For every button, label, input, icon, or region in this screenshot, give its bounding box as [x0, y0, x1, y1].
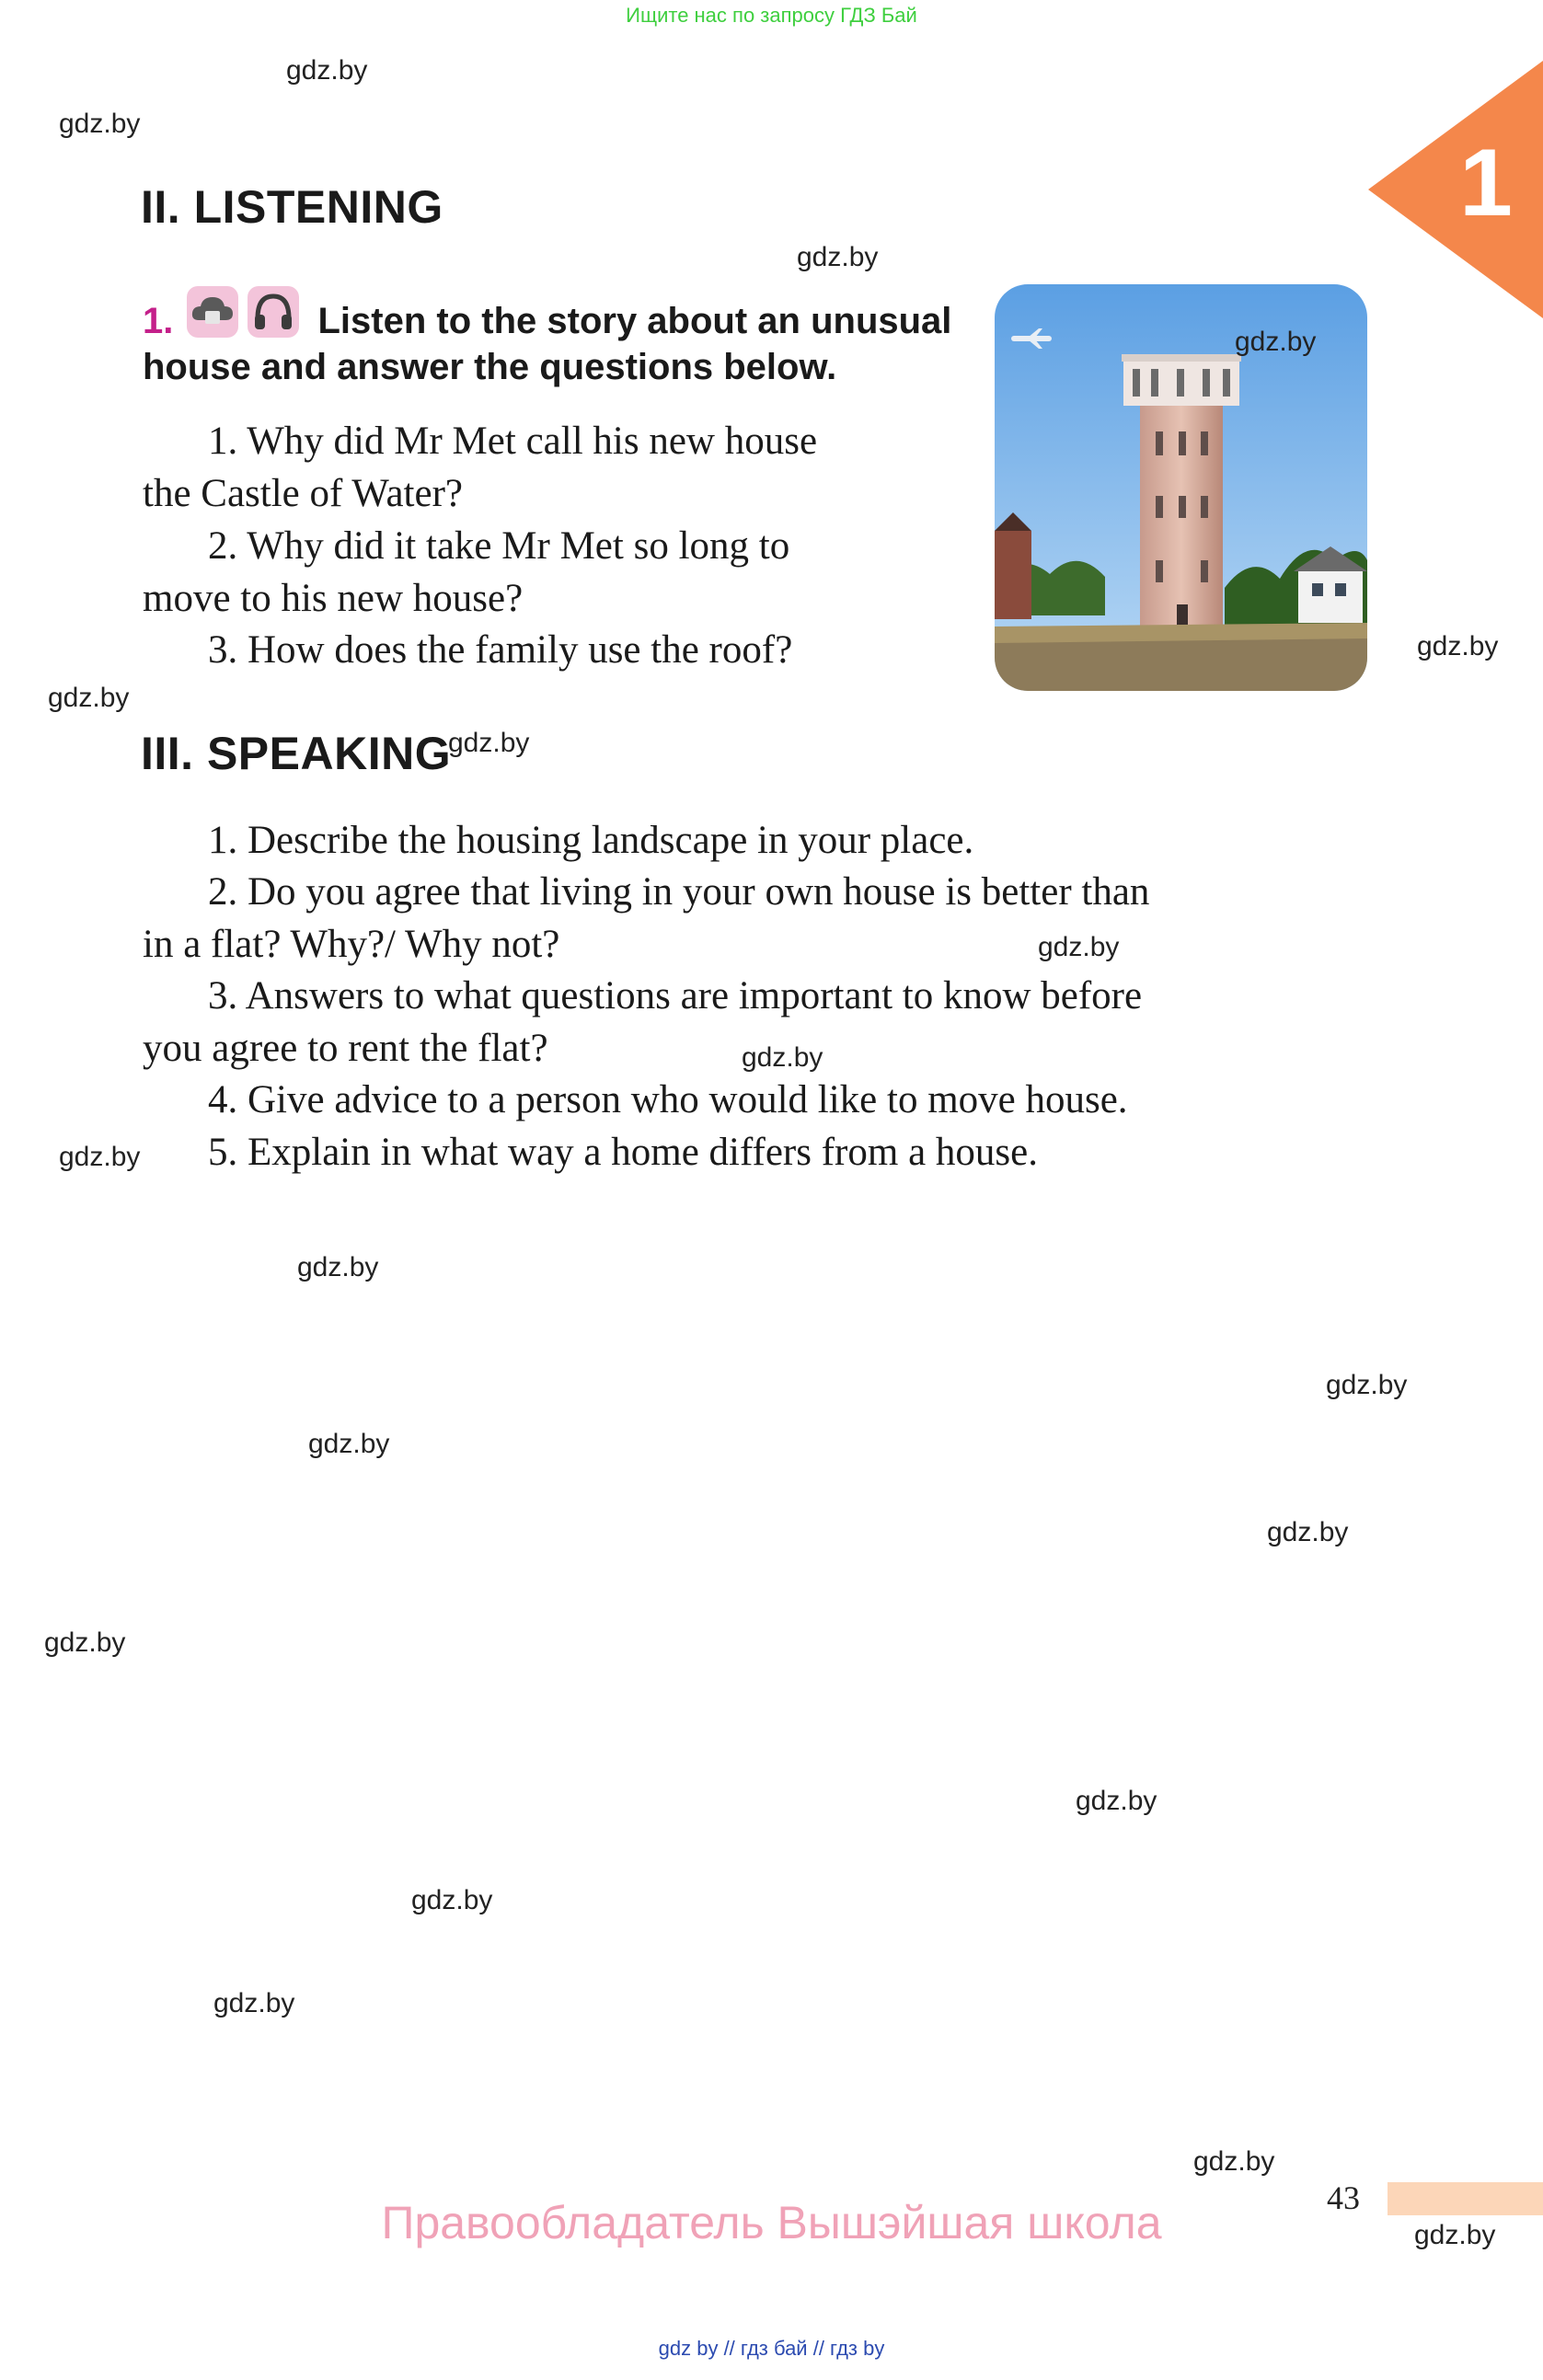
listening-title: II. LISTENING — [141, 181, 443, 233]
unit-tab-shape — [1368, 61, 1543, 318]
watermark: gdz.by — [59, 109, 141, 139]
watermark: gdz.by — [1038, 932, 1120, 962]
page-number: 43 — [1327, 2179, 1360, 2216]
watermark: gdz.by — [797, 242, 879, 272]
watermark: gdz.by — [1235, 327, 1317, 357]
watermark: gdz.by — [1326, 1370, 1408, 1400]
unit-number: 1 — [1459, 130, 1513, 236]
watermark: gdz.by — [297, 1252, 379, 1282]
copyright-holder: Правообладатель Вышэйшая школа — [381, 2197, 1162, 2248]
watermark: gdz.by — [411, 1885, 493, 1915]
watermark: gdz.by — [1417, 631, 1499, 661]
question-line: the Castle of Water? — [143, 472, 463, 515]
task-number: 1. — [143, 301, 174, 341]
task-instruction: Listen to the story about an unusual house and answer the questions below. — [143, 301, 952, 387]
listening-task — [143, 285, 961, 390]
watermark: gdz.by — [742, 1042, 823, 1073]
speaking-title: III. SPEAKING — [141, 728, 452, 779]
watermark: gdz.by — [308, 1429, 390, 1459]
watermark: gdz.by — [44, 1627, 126, 1658]
watermark: gdz.by — [59, 1142, 141, 1172]
speaking-line: 4. Give advice to a person who would like to move house. — [208, 1078, 1128, 1121]
speaking-line: you agree to rent the flat? — [143, 1027, 548, 1070]
watermark: gdz.by — [448, 728, 530, 758]
unit-tab — [1368, 61, 1543, 318]
speaking-line: 1. Describe the housing landscape in your place. — [208, 819, 974, 862]
speaking-line: in a flat? Why?/ Why not? — [143, 923, 560, 966]
watermark: gdz.by — [1267, 1517, 1349, 1547]
question-line: 2. Why did it take Mr Met so long to — [208, 524, 790, 568]
question-line: 1. Why did Mr Met call his new house — [208, 420, 818, 463]
speaking-line: 2. Do you agree that living in your own house is better than — [208, 870, 1150, 914]
watermark: gdz.by — [1414, 2220, 1496, 2250]
watermark: gdz.by — [1076, 1786, 1157, 1816]
footer-links[interactable]: gdz by // гдз бай // гдз by — [658, 2337, 885, 2360]
question-line: move to his new house? — [143, 577, 524, 620]
speaking-line: 5. Explain in what way a home differs from a house. — [208, 1131, 1038, 1174]
question-line: 3. How does the family use the roof? — [208, 628, 793, 672]
watermark: gdz.by — [1193, 2146, 1275, 2177]
watermark: gdz.by — [213, 1988, 295, 2018]
watermark: gdz.by — [48, 683, 130, 713]
search-hint: Ищите нас по запросу ГДЗ Бай — [626, 4, 917, 27]
watermark: gdz.by — [286, 55, 368, 86]
headphones-icon — [247, 285, 300, 339]
audio-cloud-icon — [186, 285, 239, 339]
speaking-line: 3. Answers to what questions are important to know before — [208, 974, 1143, 1018]
